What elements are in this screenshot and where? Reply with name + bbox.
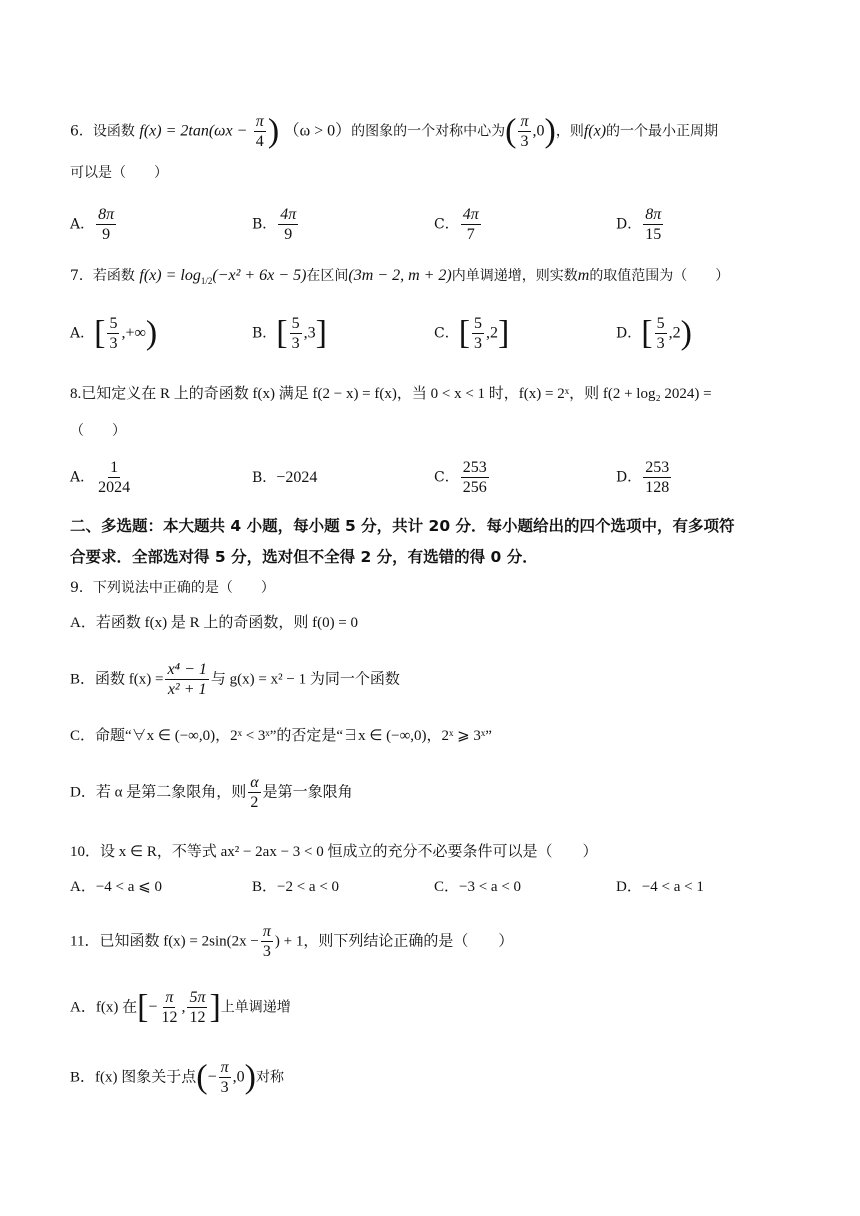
option-label: A． <box>70 216 95 233</box>
q10-option-b[interactable] <box>252 876 339 898</box>
q7-option-c[interactable]: C．[ $\frac{5}{3}$ ,2] <box>434 314 510 352</box>
denominator: 9 <box>102 226 111 243</box>
interval-close: ) <box>680 314 692 352</box>
denominator: 9 <box>284 226 293 243</box>
option-fraction <box>290 314 302 353</box>
numerator: 5π <box>189 989 206 1006</box>
option-fraction <box>278 205 298 244</box>
option-value: −3 < a < 0 <box>459 879 522 895</box>
option-text: 与 g(x) = x² − 1 为同一个函数 <box>210 671 400 688</box>
math-expression: f(x) <box>583 122 607 140</box>
question-text: 在区间 <box>306 268 349 284</box>
q8-option-d[interactable] <box>616 458 673 497</box>
option-label: A． <box>70 469 95 486</box>
numerator: 1 <box>110 459 119 476</box>
denominator: 3 <box>220 1079 229 1096</box>
q6-option-a[interactable] <box>70 205 118 244</box>
interval-tail: ,+∞ <box>121 324 146 342</box>
question-number: 6． <box>70 123 93 140</box>
fraction-pi-over-3 <box>518 112 530 151</box>
denominator: 2024 <box>98 479 131 496</box>
question-text: 内单调递增，则实数 <box>451 268 578 284</box>
interval-tail: ,3 <box>303 324 316 342</box>
q11-option-a[interactable]: A．f(x) 在[− $\frac{\pi}{12}$ , $\frac{5\pi}{12}$ ]上单调递增 <box>70 988 291 1026</box>
question-text: 的一个最小正周期 <box>606 123 719 140</box>
question-8-line-2: （ ） <box>70 423 126 439</box>
numerator: π <box>165 989 174 1006</box>
q7-option-d[interactable]: D．[ $\frac{5}{3}$ ,2) <box>616 314 692 352</box>
question-text: 的图象的一个对称中心为 <box>351 123 506 140</box>
option-fraction <box>461 458 489 497</box>
option-fraction <box>655 314 667 353</box>
math-expression: (3m − 2, m + 2) <box>348 267 452 284</box>
numerator: 4π <box>462 206 479 223</box>
interval-close: ) <box>145 314 158 352</box>
option-label: C． <box>434 879 460 895</box>
numerator: 5 <box>291 315 300 332</box>
denominator: 2 <box>250 794 259 811</box>
numerator: 253 <box>462 459 487 476</box>
question-7-line-1 <box>70 265 820 292</box>
q10-option-a[interactable] <box>70 876 162 898</box>
option-fraction <box>248 773 260 812</box>
question-6-line-2: 可以是（ ） <box>70 165 168 181</box>
option-value: −4 < a ⩽ 0 <box>95 879 162 895</box>
option-text: B．f(x) 图象关于点 <box>70 1069 197 1086</box>
q6-option-d[interactable] <box>616 205 665 244</box>
interval-close: ] <box>498 314 510 352</box>
numerator: π <box>255 113 264 130</box>
numerator: π <box>262 923 271 940</box>
fraction-pi-over-4 <box>254 112 266 151</box>
denominator: 3 <box>109 335 118 352</box>
question-text: 若函数 <box>92 268 135 284</box>
option-fraction <box>472 314 484 353</box>
numerator: 5 <box>109 315 118 332</box>
denominator: 3 <box>291 335 300 352</box>
option-value: −4 < a < 1 <box>641 879 704 895</box>
option-label: B． <box>252 879 278 895</box>
option-label: D． <box>616 325 642 342</box>
option-value: −2 < a < 0 <box>277 879 340 895</box>
option-label: D． <box>616 469 642 486</box>
denominator: 128 <box>645 479 670 496</box>
option-fraction <box>643 458 671 497</box>
numerator: 4π <box>280 206 297 223</box>
denominator: 3 <box>656 335 665 352</box>
interval-tail: ,2 <box>486 324 499 342</box>
option-fraction <box>96 205 116 244</box>
condition: （ω > 0） <box>283 122 352 140</box>
option-fraction <box>461 205 481 244</box>
option-text: 上单调递增 <box>220 999 291 1016</box>
option-label: A． <box>70 879 96 895</box>
math-expression: f(x) = log <box>139 267 201 284</box>
q8-option-c[interactable] <box>434 458 491 497</box>
denominator: x² + 1 <box>167 681 207 698</box>
question-11-stem <box>70 922 820 961</box>
denominator: 3 <box>474 335 483 352</box>
denominator: 4 <box>255 133 264 150</box>
option-label: C． <box>434 325 459 342</box>
q10-option-d[interactable] <box>616 876 704 898</box>
question-text: ) + 1，则下列结论正确的是（ ） <box>274 933 514 950</box>
q7-option-b[interactable]: B．[ $\frac{5}{3}$ ,3] <box>252 314 327 352</box>
denominator: 3 <box>520 133 529 150</box>
denominator: 7 <box>466 226 475 243</box>
q9-option-d[interactable] <box>70 773 820 812</box>
point-tail: ,0 <box>232 1068 245 1086</box>
q9-option-c[interactable]: C．命题“∀x ∈ (−∞,0)，2ˣ < 3ˣ”的否定是“∃x ∈ (−∞,0)，2ˣ ⩾ 3ˣ” <box>70 728 492 744</box>
numerator: α <box>250 774 259 791</box>
option-label: B． <box>252 470 277 486</box>
q6-option-c[interactable] <box>434 205 483 244</box>
option-text: D．若 α 是第二象限角，则 <box>70 784 247 801</box>
variable: m <box>577 267 590 284</box>
interval-tail: ,2 <box>668 324 681 342</box>
option-label: B． <box>252 216 277 233</box>
q11-option-b[interactable]: B．f(x) 图象关于点(− $\frac{\pi}{3}$ ,0)对称 <box>70 1058 284 1096</box>
question-text: 11．已知函数 f(x) = 2sin(2x − <box>70 933 259 950</box>
question-text: 设函数 <box>92 123 135 140</box>
option-text: A．f(x) 在 <box>70 999 138 1016</box>
q6-option-b[interactable] <box>252 205 300 244</box>
option-value: −2024 <box>276 469 318 486</box>
option-fraction <box>96 458 132 497</box>
q9-option-a[interactable]: A．若函数 f(x) 是 R 上的奇函数，则 f(0) = 0 <box>70 615 359 631</box>
math-expression: (−x² + 6x − 5) <box>212 267 307 284</box>
q9-option-b[interactable] <box>70 660 820 699</box>
q8-option-a[interactable] <box>70 458 134 497</box>
option-label: D． <box>616 879 642 895</box>
option-fraction <box>159 988 179 1027</box>
numerator: 5 <box>656 315 665 332</box>
option-fraction <box>187 988 207 1027</box>
denominator: 12 <box>161 1009 178 1026</box>
numerator: 5 <box>474 315 483 332</box>
numerator: π <box>520 113 529 130</box>
section-heading-line-2: 合要求．全部选对得 5 分，选对但不全得 2 分，有选错的得 0 分． <box>70 548 538 566</box>
q10-option-c[interactable] <box>434 876 521 898</box>
question-10-stem: 10．设 x ∈ R，不等式 ax² − 2ax − 3 < 0 恒成立的充分不必要条件可以是（ ） <box>70 844 598 860</box>
option-label: B． <box>252 325 277 342</box>
denominator: 12 <box>189 1009 206 1026</box>
question-text: 的取值范围为（ ） <box>589 268 730 284</box>
option-text: 是第一象限角 <box>262 784 353 801</box>
math-expression: f(x) = 2tan(ωx − <box>139 122 248 140</box>
numerator: x⁴ − 1 <box>167 661 207 678</box>
option-label: A． <box>70 325 95 342</box>
log-base: 1/2 <box>200 275 213 286</box>
option-label: C． <box>434 469 459 486</box>
option-fraction <box>165 660 208 699</box>
numerator: π <box>220 1059 229 1076</box>
question-text: ，则 <box>555 123 584 140</box>
denominator: 3 <box>262 943 271 960</box>
option-label: C． <box>434 216 459 233</box>
option-text: 对称 <box>255 1069 284 1086</box>
interval-close: ] <box>315 314 327 352</box>
question-9-stem: 9．下列说法中正确的是（ ） <box>70 580 275 596</box>
q8-option-b[interactable] <box>252 467 317 489</box>
fraction-pi-over-3 <box>261 922 273 961</box>
question-number: 7． <box>70 268 93 284</box>
section-heading-line-1: 二、多选题：本大题共 4 小题，每小题 5 分，共计 20 分．每小题给出的四个选项中，有多项符 <box>70 517 735 535</box>
numerator: 8π <box>98 206 115 223</box>
option-fraction <box>643 205 663 244</box>
option-label: D． <box>616 216 642 233</box>
denominator: 256 <box>462 479 487 496</box>
q7-option-a[interactable]: A．[ $\frac{5}{3}$ ,+∞) <box>70 314 158 352</box>
option-text: B．函数 f(x) = <box>70 671 164 688</box>
numerator: 8π <box>645 206 662 223</box>
denominator: 15 <box>645 226 662 243</box>
option-fraction <box>219 1058 231 1097</box>
question-6-line-1: 6．设函数 f(x) = 2tan(ωx − $\frac{\pi}{4}$ ) （ω > 0）的图象的一个对称中心为( $\frac{\pi}{3}$ ,0)，则f(x)的一个最小正周期 <box>70 112 719 150</box>
question-8-line-1: 8.已知定义在 R 上的奇函数 f(x) 满足 f(2 − x) = f(x)，当 0 < x < 1 时，f(x) = 2ˣ，则 f(2 + log₂ 2024) = <box>70 386 712 402</box>
option-fraction <box>107 314 119 353</box>
point-tail: ,0 <box>532 122 545 140</box>
numerator: 253 <box>645 459 670 476</box>
